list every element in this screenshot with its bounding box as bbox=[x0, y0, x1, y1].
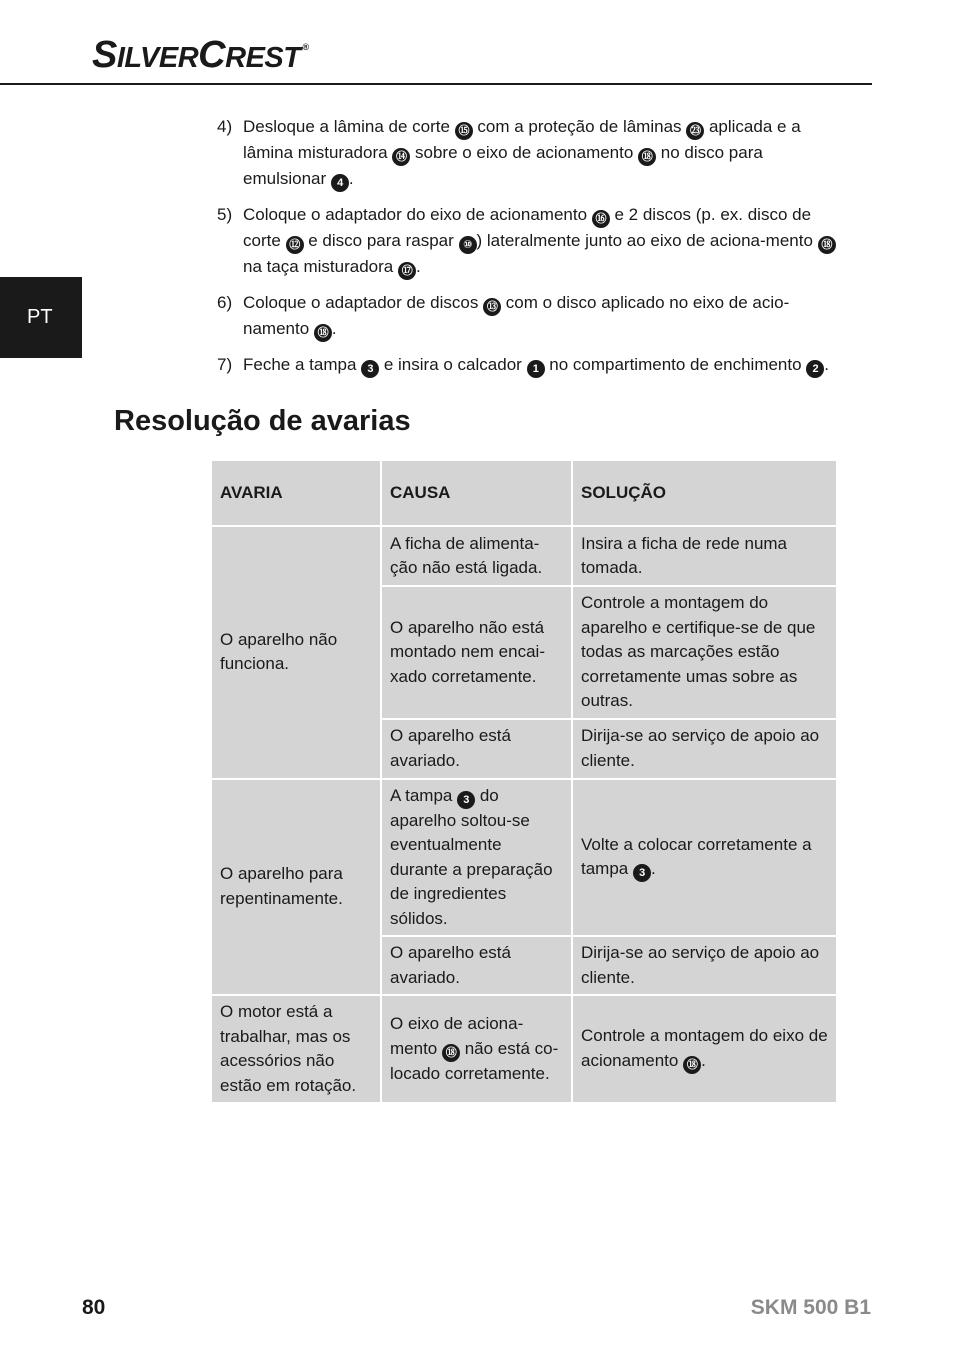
part-number-icon: ⑱ bbox=[818, 236, 836, 254]
part-number-icon: ⑱ bbox=[683, 1056, 701, 1074]
step-text: Feche a tampa 3 e insira o calcador 1 no compartimento de enchimento 2 . bbox=[243, 352, 847, 378]
part-number-icon: ⑬ bbox=[483, 298, 501, 316]
step-number: 4) bbox=[217, 117, 233, 136]
solution-cell: Volte a colocar corretamente a tampa 3 . bbox=[572, 779, 837, 937]
step-number: 6) bbox=[217, 293, 233, 312]
part-number-icon: ⑱ bbox=[638, 148, 656, 166]
solution-cell: Dirija-se ao serviço de apoio ao cliente. bbox=[572, 719, 837, 779]
header-fault: AVARIA bbox=[211, 460, 381, 526]
part-number-icon: ⑱ bbox=[442, 1044, 460, 1062]
part-number-icon: 4 bbox=[331, 174, 349, 192]
part-number-icon: ⑮ bbox=[455, 122, 473, 140]
step-number: 5) bbox=[217, 205, 233, 224]
table-header-row bbox=[211, 460, 837, 526]
solution-cell: Insira a ficha de rede numa tomada. bbox=[572, 526, 837, 586]
cause-cell: A tampa 3 do aparelho soltou-se eventualmente durante a preparação de ingredientes sólidos. bbox=[381, 779, 572, 937]
part-number-icon: 3 bbox=[361, 360, 379, 378]
step-item bbox=[217, 202, 847, 280]
table-row bbox=[211, 995, 837, 1103]
cause-cell: O eixo de aciona-mento ⑱ não está co-locado corretamente. bbox=[381, 995, 572, 1103]
section-title: Resolução de avarias bbox=[114, 405, 411, 437]
language-tab bbox=[0, 277, 82, 358]
troubleshooting-table bbox=[210, 459, 838, 1104]
cause-cell: A ficha de alimenta-ção não está ligada. bbox=[381, 526, 572, 586]
cause-cell: O aparelho não está montado nem encai-xado corretamente. bbox=[381, 586, 572, 719]
step-item bbox=[217, 352, 847, 378]
part-number-icon: 3 bbox=[457, 791, 475, 809]
solution-cell: Controle a montagem do aparelho e certifique-se de que todas as marcações estão corretamente umas sobre as outras. bbox=[572, 586, 837, 719]
fault-cell: O aparelho não funciona. bbox=[211, 526, 381, 779]
part-number-icon: ⑯ bbox=[592, 210, 610, 228]
part-number-icon: ⑩ bbox=[459, 236, 477, 254]
step-item bbox=[217, 114, 847, 192]
cause-cell: O aparelho está avariado. bbox=[381, 936, 572, 995]
step-item bbox=[217, 290, 847, 342]
fault-cell: O motor está a trabalhar, mas os acessórios não estão em rotação. bbox=[211, 995, 381, 1103]
assembly-steps bbox=[217, 114, 847, 388]
part-number-icon: ⑰ bbox=[398, 262, 416, 280]
solution-cell: Controle a montagem do eixo de acionamento ⑱ . bbox=[572, 995, 837, 1103]
part-number-icon: 2 bbox=[806, 360, 824, 378]
header-cause: CAUSA bbox=[381, 460, 572, 526]
table-row bbox=[211, 779, 837, 937]
model-number: SKM 500 B1 bbox=[750, 1296, 871, 1319]
table-row bbox=[211, 526, 837, 586]
solution-cell: Dirija-se ao serviço de apoio ao cliente. bbox=[572, 936, 837, 995]
header-divider bbox=[0, 83, 872, 85]
part-number-icon: ⑱ bbox=[314, 324, 332, 342]
cause-cell: O aparelho está avariado. bbox=[381, 719, 572, 779]
step-text: Coloque o adaptador de discos ⑬ com o disco aplicado no eixo de acio-namento ⑱ . bbox=[243, 290, 847, 342]
step-number: 7) bbox=[217, 355, 233, 374]
header-solution: SOLUÇÃO bbox=[572, 460, 837, 526]
fault-cell: O aparelho para repentinamente. bbox=[211, 779, 381, 996]
step-text: Desloque a lâmina de corte ⑮ com a proteção de lâminas ㉓ aplicada e a lâmina misturadora ⑭ sobre o eixo de acionamento ⑱ no disco para emulsionar 4 . bbox=[243, 114, 847, 192]
part-number-icon: 1 bbox=[527, 360, 545, 378]
language-tab-label: PT bbox=[27, 306, 53, 328]
part-number-icon: 3 bbox=[633, 864, 651, 882]
part-number-icon: ⑫ bbox=[286, 236, 304, 254]
brand-logo: SILVERCREST ® bbox=[92, 34, 309, 76]
step-text: Coloque o adaptador do eixo de acionamento ⑯ e 2 discos (p. ex. disco de corte ⑫ e disco para raspar ⑩ ) lateralmente junto ao eixo de aciona-mento ⑱ na taça misturadora ⑰ . bbox=[243, 202, 847, 280]
page-number: 80 bbox=[82, 1296, 106, 1319]
part-number-icon: ⑭ bbox=[392, 148, 410, 166]
part-number-icon: ㉓ bbox=[686, 122, 704, 140]
